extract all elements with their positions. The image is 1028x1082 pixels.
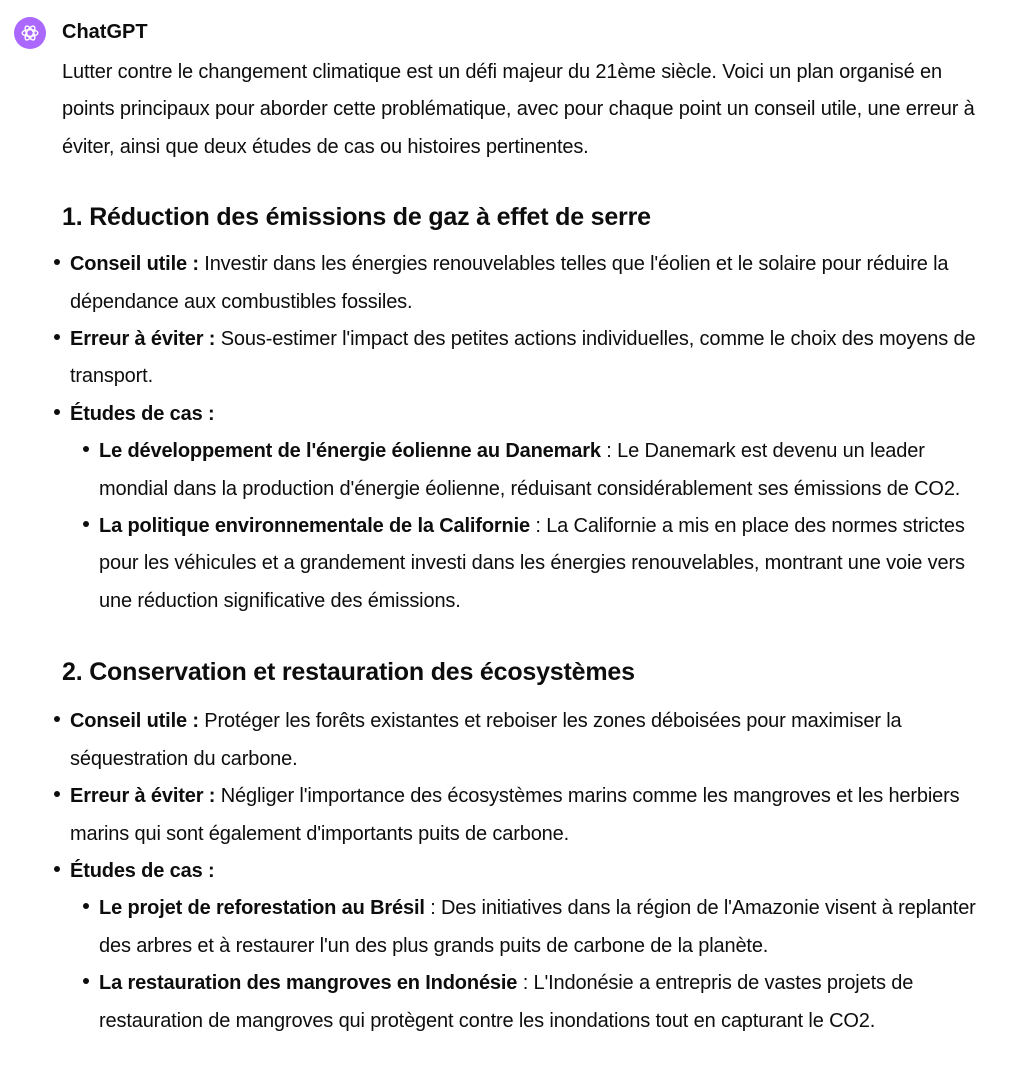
section-heading: 1. Réduction des émissions de gaz à effet de serre	[62, 203, 651, 232]
mistake-label: Erreur à éviter :	[70, 785, 216, 808]
case-list	[70, 890, 992, 1040]
list-item-cases	[54, 853, 992, 1040]
tip-text: Protéger les forêts existantes et reboiser les zones déboisées pour maximiser la séquestration du carbone.	[70, 710, 902, 770]
mistake-text: Sous-estimer l'impact des petites actions individuelles, comme le choix des moyens de transport.	[70, 328, 976, 388]
case-item	[83, 890, 992, 965]
case-item	[83, 433, 992, 508]
case-text: : L'Indonésie a entrepris de vastes projets de restauration de mangroves qui protègent contre les inondations tout en capturant le CO2.	[99, 972, 914, 1032]
tip-label: Conseil utile :	[70, 253, 199, 276]
openai-logo-icon	[19, 22, 41, 44]
case-text: : Des initiatives dans la région de l'Amazonie visent à replanter des arbres et à restaurer l'un des plus grands puits de carbone de la planète.	[99, 897, 976, 957]
list-item-mistake	[54, 778, 992, 853]
avatar	[14, 17, 46, 49]
section-list	[54, 703, 992, 1040]
case-title: La politique environnementale de la Californie	[99, 515, 530, 538]
list-item-tip	[54, 703, 992, 778]
tip-text: Investir dans les énergies renouvelables telles que l'éolien et le solaire pour réduire la dépendance aux combustibles fossiles.	[70, 253, 949, 313]
message-intro: Lutter contre le changement climatique est un défi majeur du 21ème siècle. Voici un plan organisé en points principaux pour aborder cette problématique, avec pour chaque point un conseil utile, une erreur à éviter, ainsi que deux études de cas ou histoires pertinentes.	[62, 61, 975, 158]
tip-label: Conseil utile :	[70, 710, 199, 733]
case-title: La restauration des mangroves en Indonésie	[99, 972, 518, 995]
mistake-text: Négliger l'importance des écosystèmes marins comme les mangroves et les herbiers marins qui sont également d'importants puits de carbone.	[70, 785, 960, 845]
list-item-mistake	[54, 321, 992, 396]
cases-label: Études de cas :	[70, 859, 215, 882]
case-item	[83, 965, 992, 1040]
case-title: Le développement de l'énergie éolienne au Danemark	[99, 440, 601, 463]
case-list	[70, 433, 992, 620]
case-text: : La Californie a mis en place des normes strictes pour les véhicules et a grandement investi dans les énergies renouvelables, montrant une voie vers une réduction significative des émissions.	[99, 515, 965, 612]
section-heading: 2. Conservation et restauration des écosystèmes	[62, 658, 635, 687]
case-item	[83, 508, 992, 620]
case-title: Le projet de reforestation au Brésil	[99, 897, 425, 920]
list-item-cases	[54, 396, 992, 620]
cases-label: Études de cas :	[70, 402, 215, 425]
section-list	[54, 246, 992, 620]
mistake-label: Erreur à éviter :	[70, 328, 216, 351]
list-item-tip	[54, 246, 992, 321]
case-text: : Le Danemark est devenu un leader mondial dans la production d'énergie éolienne, réduisant considérablement ses émissions de CO2.	[99, 440, 961, 500]
message-author: ChatGPT	[62, 21, 148, 43]
assistant-message	[62, 18, 992, 1040]
